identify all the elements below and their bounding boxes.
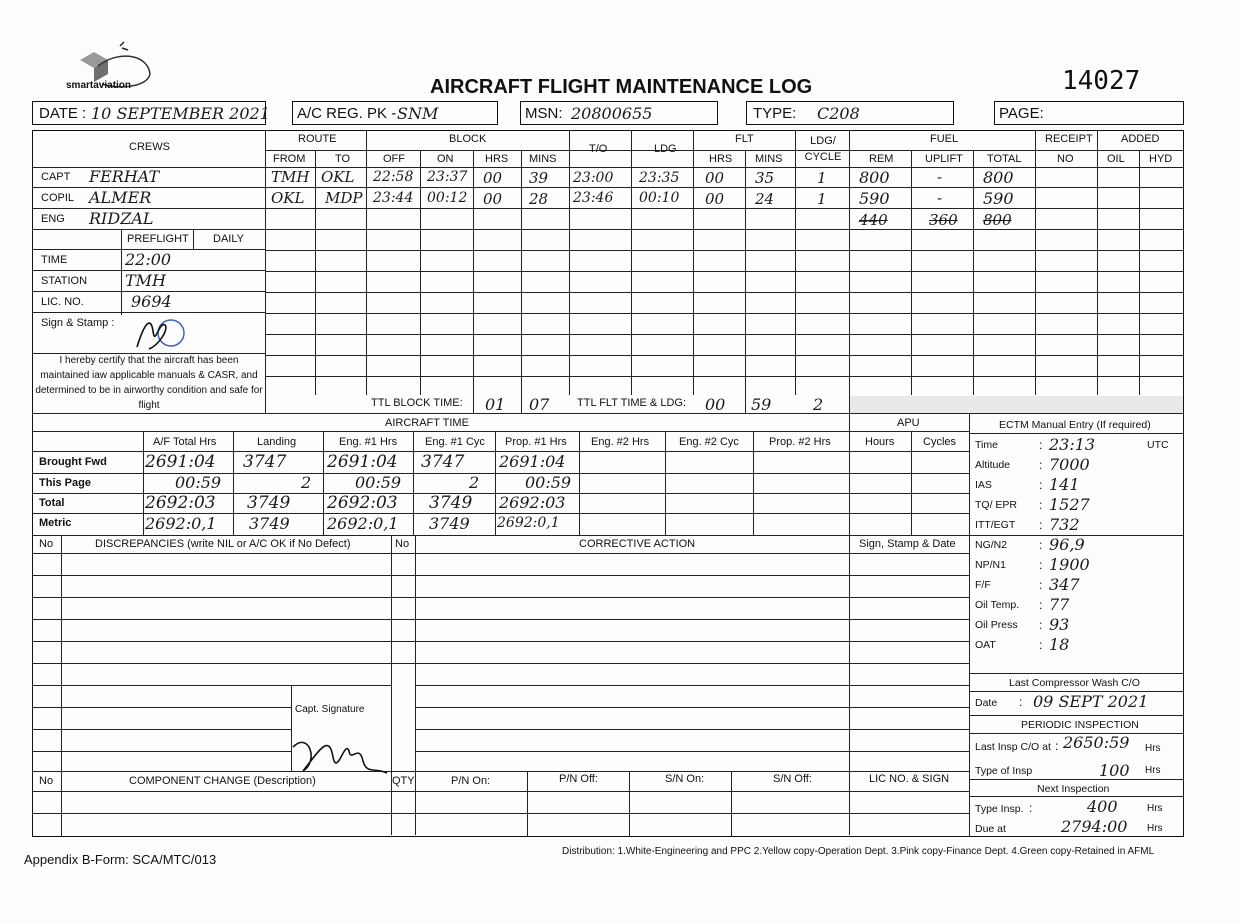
captain-signature [289,721,389,781]
pn-off-header: P/N Off: [559,773,598,785]
type-insp-label: Type of Insp [975,765,1033,777]
tp-af-total: 00:59 [175,473,222,492]
bf-eng1-cyc: 3747 [421,452,465,472]
corrective-no-header: No [395,538,410,550]
flight1-on: 23:37 [427,169,468,185]
at-header-prop2-hrs: Prop. #2 Hrs [769,436,831,448]
appendix-label: Appendix B-Form: SCA/MTC/013 [24,852,217,867]
date-box [32,101,270,125]
flight2-cycle: 1 [817,190,827,208]
next-type-value: 400 [1087,797,1118,816]
total-header: TOTAL [987,153,1022,165]
flight1-rem: 800 [859,168,890,187]
flt-mins-header: MINS [755,153,783,165]
hyd-header: HYD [1149,153,1173,165]
corrective-action-header: CORRECTIVE ACTION [579,538,696,550]
from-header: FROM [273,153,306,165]
fuel3-rem: 440 [859,211,888,229]
flight1-mins: 39 [529,169,549,187]
apu-cycles-header: Cycles [923,436,957,448]
page-box [994,101,1184,125]
tot-prop1-hrs: 2692:03 [499,493,566,512]
date-value: 10 SEPTEMBER 2021 [91,104,270,123]
ectm-value: 93 [1049,615,1070,634]
tot-eng1-hrs: 2692:03 [327,493,398,513]
at-header-eng1-cyc: Eng. #1 Cyc [425,436,485,448]
flight2-to: MDP [325,189,363,207]
tp-prop1-hrs: 00:59 [525,473,572,492]
last-insp-unit: Hrs [1145,743,1161,754]
ectm-value: 347 [1049,575,1080,594]
copil-name: ALMER [89,188,152,207]
type-insp-unit: Hrs [1145,765,1161,776]
ttl-flt-hrs: 00 [705,395,726,414]
at-row-metric: Metric [39,517,72,529]
ttl-block-label: TTL BLOCK TIME: [371,397,463,409]
type-value: C208 [817,104,860,123]
qty-header: QTY [392,775,415,787]
flight2-on: 00:12 [427,190,468,206]
capt-signature-label: Capt. Signature [295,704,365,715]
capt-name: FERHAT [89,167,160,186]
ectm-label: NP/N1 [975,559,1006,571]
bf-eng1-hrs: 2691:04 [327,452,398,472]
tp-eng1-cyc: 2 [469,473,480,492]
ectm-label: Oil Press [975,619,1018,631]
distribution-note: Distribution: 1.White-Engineering and PPC 2.Yellow copy-Operation Dept. 3.Pink copy-Finance Dept. 4.Green copy-Retained in AFML [562,846,1155,857]
ectm-label: F/F [975,579,991,591]
at-header-eng1-hrs: Eng. #1 Hrs [339,436,398,448]
next-inspection-title: Next Inspection [1037,783,1110,795]
ectm-unit: UTC [1147,439,1169,451]
uplift-header: UPLIFT [925,153,963,165]
added-header: ADDED [1121,133,1160,145]
station-label: STATION [41,275,88,287]
last-insp-label: Last Insp C/O at [975,741,1051,753]
ectm-value: 732 [1049,515,1080,534]
tp-landing: 2 [301,473,312,492]
flight2-flt-hrs: 00 [705,190,725,208]
certification-text: I hereby certify that the aircraft has been maintained iaw applicable manuals & CASR, and determined to be in airworthy condition and safe for flight [35,355,263,411]
flight1-uplift: - [937,168,943,186]
bf-prop1-hrs: 2691:04 [499,452,566,471]
signature-stamp-icon [129,311,193,355]
tp-eng1-hrs: 00:59 [355,473,402,492]
ectm-label: TQ/ EPR [975,499,1018,511]
mins-header: MINS [529,153,557,165]
disc-no-header: No [39,538,54,550]
flight2-ldg: 00:10 [639,190,680,206]
to-header: TO [335,153,351,165]
ectm-label: Time [975,439,998,451]
at-header-prop1-hrs: Prop. #1 Hrs [505,436,567,448]
periodic-title: PERIODIC INSPECTION [1021,719,1139,731]
flight1-off: 22:58 [373,169,414,185]
ectm-title: ECTM Manual Entry (If required) [999,419,1151,431]
due-label: Due at [975,823,1006,835]
last-insp-value: 2650:59 [1063,733,1130,752]
flight1-ldg: 23:35 [639,170,680,186]
preflight-station: TMH [125,271,167,290]
ttl-flt-label: TTL FLT TIME & LDG: [577,397,687,409]
flight1-total: 800 [983,168,1014,187]
ectm-value: 7000 [1049,455,1090,474]
ectm-value: 141 [1049,475,1080,494]
apu-hours-header: Hours [865,436,895,448]
eng-label: ENG [41,213,65,225]
flight2-rem: 590 [859,189,890,208]
msn-label: MSN: [525,105,563,122]
tot-landing: 3749 [247,493,291,513]
sign-stamp-label: Sign & Stamp : [41,317,115,329]
signature-icon [289,721,389,781]
eng-name: RIDZAL [89,209,154,228]
flight2-total: 590 [983,189,1014,208]
route-header: ROUTE [298,133,337,145]
sign-stamp-date-header: Sign, Stamp & Date [859,538,956,550]
capt-label: CAPT [41,171,71,183]
copil-label: COPIL [41,192,75,204]
block-header: BLOCK [449,133,487,145]
flt-hrs-header: HRS [709,153,733,165]
ldg-cycle-header: LDG/ CYCLE [804,135,842,163]
comp-no-header: No [39,775,54,787]
off-header: OFF [383,153,405,165]
on-header: ON [437,153,454,165]
ttl-flt-mins: 59 [751,395,772,414]
flight2-mins: 28 [529,190,549,208]
flight2-uplift: - [937,189,943,207]
met-eng1-cyc: 3749 [429,514,470,533]
time-label: TIME [41,254,68,266]
sn-off-header: S/N Off: [773,773,812,785]
met-eng1-hrs: 2692:0,1 [327,514,399,533]
at-header-landing: Landing [257,436,297,448]
aircraft-time-title: AIRCRAFT TIME [385,417,469,429]
date-label: DATE : [39,105,87,122]
ectm-value: 18 [1049,635,1070,654]
flight1-to: OKL [321,168,355,186]
msn-box [520,101,718,125]
flight1-cycle: 1 [817,169,827,187]
type-box [746,101,954,125]
flight2-from: OKL [271,189,305,207]
ectm-panel: ECTM Manual Entry (If required) Time : 23:13 UTC Altitude : 7000 IAS : 141 TQ/ EPR : 1527 ITT/EGT : 732 NG/N2 : 96,9 NP/N1 : 1900 F/F : 347 Oil Temp. : 77 Oil Press : 93 OAT : 18 Last Compressor Wash C/O Date : 09 SEPT 2021 PERIODIC INSPECTION Last Insp C/O at : 2650:59 Hrs Type of Insp 100 Hrs Next Inspection Type Insp. : 400 Hrs Due at 2794:00 Hrs [969,413,1183,836]
ectm-value: 1900 [1049,555,1090,574]
flight1-from: TMH [271,168,310,186]
reg-box [292,101,498,125]
fuel3-total: 800 [983,211,1012,229]
component-change-header: COMPONENT CHANGE (Description) [129,775,316,787]
next-type-unit: Hrs [1147,803,1163,814]
compressor-wash-title: Last Compressor Wash C/O [1009,677,1140,689]
ectm-label: ITT/EGT [975,519,1016,531]
apu-title: APU [897,417,920,429]
fuel-header: FUEL [930,133,959,145]
met-prop1-hrs: 2692:0,1 [497,515,560,531]
ectm-label: OAT [975,639,996,651]
bf-landing: 3747 [243,452,287,472]
type-insp-value: 100 [1099,761,1130,780]
ttl-block-mins: 07 [529,395,550,414]
flight1-hrs: 00 [483,169,503,187]
hrs-header: HRS [485,153,509,165]
tot-eng1-cyc: 3749 [429,493,473,513]
preflight-signature-stamp [129,311,193,355]
lic-label: LIC. NO. [41,296,84,308]
fuel3-uplift: 360 [929,211,958,229]
ectm-value: 1527 [1049,495,1090,514]
flight2-off: 23:44 [373,190,414,206]
at-row-this-page: This Page [39,477,91,489]
sn-on-header: S/N On: [665,773,705,785]
form-number: 14027 [1062,66,1141,96]
logo-text: smartaviation [66,80,132,91]
receipt-header: RECEIPT [1045,133,1093,145]
receipt-no-header: NO [1057,153,1074,165]
at-header-eng2-cyc: Eng. #2 Cyc [679,436,739,448]
flight2-flt-mins: 24 [755,190,775,208]
bf-af-total: 2691:04 [145,452,216,472]
compressor-date-label: Date [975,697,998,709]
flight2-hrs: 00 [483,190,503,208]
ttl-block-hrs: 01 [485,395,506,414]
discrepancies-header: DISCREPANCIES (write NIL or A/C OK if No Defect) [95,538,351,550]
page-label: PAGE: [999,105,1044,122]
next-type-label: Type Insp. [975,803,1024,815]
tot-af-total: 2692:03 [145,493,216,513]
crews-header: CREWS [129,141,170,153]
oil-header: OIL [1107,153,1125,165]
takeoff-header: T/O [589,143,608,155]
flt-header: FLT [735,133,754,145]
pn-on-header: P/N On: [451,775,491,787]
ectm-label: Altitude [975,459,1011,471]
at-header-eng2-hrs: Eng. #2 Hrs [591,436,650,448]
ectm-value: 77 [1049,595,1070,614]
ectm-label: NG/N2 [975,539,1008,551]
flight2-takeoff: 23:46 [573,190,614,206]
at-row-total: Total [39,497,65,509]
page-title: AIRCRAFT FLIGHT MAINTENANCE LOG [430,76,813,98]
log-table [32,130,1184,837]
lic-sign-header: LIC NO. & SIGN [869,773,950,785]
ttl-ldg: 2 [813,395,824,414]
reg-label: A/C REG. PK - [297,105,397,122]
daily-header: DAILY [213,233,244,245]
compressor-date: 09 SEPT 2021 [1033,692,1149,711]
rem-header: REM [869,153,894,165]
totals-shaded-area [850,396,1183,413]
company-logo [62,40,162,96]
preflight-header: PREFLIGHT [127,233,189,245]
ectm-value: 96,9 [1049,535,1085,554]
preflight-time: 22:00 [125,250,172,269]
ectm-label: Oil Temp. [975,599,1020,611]
flight1-flt-hrs: 00 [705,169,725,187]
due-unit: Hrs [1147,823,1163,834]
at-header-af-total: A/F Total Hrs [153,436,217,448]
met-landing: 3749 [249,514,290,533]
due-value: 2794:00 [1061,817,1128,836]
preflight-lic: 9694 [131,292,172,311]
msn-value: 20800655 [571,104,653,123]
ectm-value: 23:13 [1049,435,1096,454]
flight1-takeoff: 23:00 [573,170,614,186]
flight1-flt-mins: 35 [755,169,775,187]
met-af-total: 2692:0,1 [145,514,217,533]
ectm-label: IAS [975,479,992,491]
type-label: TYPE: [753,105,797,122]
at-row-brought-fwd: Brought Fwd [39,456,107,468]
reg-value: SNM [397,104,439,123]
ldg-header: LDG [654,143,677,155]
